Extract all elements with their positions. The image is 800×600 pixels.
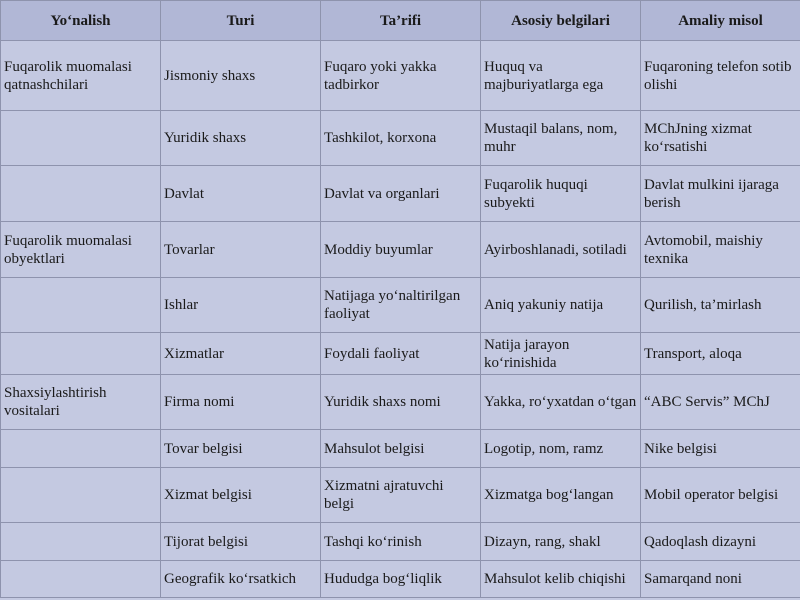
cell-example: Fuqaroning telefon sotib olishi	[641, 41, 800, 111]
cell-definition: Moddiy buyumlar	[321, 222, 481, 278]
cell-definition: Mahsulot belgisi	[321, 430, 481, 468]
cell-example: Transport, aloqa	[641, 333, 800, 375]
cell-features: Natija jarayon ko‘rinishida	[481, 333, 641, 375]
cell-example: Nike belgisi	[641, 430, 800, 468]
table-row	[1, 333, 800, 375]
cell-definition: Yuridik shaxs nomi	[321, 375, 481, 430]
cell-direction	[1, 111, 161, 166]
header-type: Turi	[161, 1, 321, 41]
cell-type: Xizmat belgisi	[161, 468, 321, 523]
header-practical-example: Amaliy misol	[641, 1, 800, 41]
cell-type: Geografik ko‘rsatkich	[161, 561, 321, 598]
cell-direction	[1, 430, 161, 468]
table-row	[1, 561, 800, 598]
cell-type: Firma nomi	[161, 375, 321, 430]
cell-features: Huquq va majburiyatlarga ega	[481, 41, 641, 111]
cell-definition: Natijaga yo‘naltirilgan faoliyat	[321, 278, 481, 333]
cell-features: Aniq yakuniy natija	[481, 278, 641, 333]
table-row	[1, 222, 800, 278]
header-row	[1, 1, 800, 41]
cell-definition: Hududga bog‘liqlik	[321, 561, 481, 598]
cell-type: Xizmatlar	[161, 333, 321, 375]
table-row	[1, 166, 800, 222]
cell-features: Ayirboshlanadi, sotiladi	[481, 222, 641, 278]
cell-definition: Fuqaro yoki yakka tadbirkor	[321, 41, 481, 111]
cell-type: Yuridik shaxs	[161, 111, 321, 166]
cell-features: Yakka, ro‘yxatdan o‘tgan	[481, 375, 641, 430]
cell-direction	[1, 468, 161, 523]
header-definition: Ta’rifi	[321, 1, 481, 41]
table-row	[1, 523, 800, 561]
table-row	[1, 278, 800, 333]
cell-direction	[1, 333, 161, 375]
cell-definition: Tashkilot, korxona	[321, 111, 481, 166]
cell-definition: Tashqi ko‘rinish	[321, 523, 481, 561]
cell-definition: Davlat va organlari	[321, 166, 481, 222]
cell-example: Mobil operator belgisi	[641, 468, 800, 523]
table-row	[1, 430, 800, 468]
cell-example: Qadoqlash dizayni	[641, 523, 800, 561]
cell-definition: Foydali faoliyat	[321, 333, 481, 375]
cell-features: Mustaqil balans, nom, muhr	[481, 111, 641, 166]
cell-example: Qurilish, ta’mirlash	[641, 278, 800, 333]
table-row	[1, 375, 800, 430]
cell-type: Jismoniy shaxs	[161, 41, 321, 111]
cell-features: Logotip, nom, ramz	[481, 430, 641, 468]
table-row	[1, 41, 800, 111]
cell-example: Samarqand noni	[641, 561, 800, 598]
cell-type: Tovar belgisi	[161, 430, 321, 468]
table-row	[1, 111, 800, 166]
cell-direction	[1, 561, 161, 598]
cell-features: Xizmatga bog‘langan	[481, 468, 641, 523]
cell-example: “ABC Servis” MChJ	[641, 375, 800, 430]
cell-direction	[1, 523, 161, 561]
cell-features: Dizayn, rang, shakl	[481, 523, 641, 561]
cell-direction	[1, 166, 161, 222]
cell-features: Fuqarolik huquqi subyekti	[481, 166, 641, 222]
cell-type: Davlat	[161, 166, 321, 222]
cell-type: Tovarlar	[161, 222, 321, 278]
cell-direction	[1, 278, 161, 333]
cell-type: Tijorat belgisi	[161, 523, 321, 561]
cell-example: Davlat mulkini ijaraga berish	[641, 166, 800, 222]
cell-type: Ishlar	[161, 278, 321, 333]
cell-example: MChJning xizmat ko‘rsatishi	[641, 111, 800, 166]
cell-example: Avtomobil, maishiy texnika	[641, 222, 800, 278]
header-main-features: Asosiy belgilari	[481, 1, 641, 41]
table-row	[1, 468, 800, 523]
cell-definition: Xizmatni ajratuvchi belgi	[321, 468, 481, 523]
cell-features: Mahsulot kelib chiqishi	[481, 561, 641, 598]
cell-direction: Shaxsiylashtirish vositalari	[1, 375, 161, 430]
cell-direction: Fuqarolik muomalasi obyektlari	[1, 222, 161, 278]
cell-direction: Fuqarolik muomalasi qatnashchilari	[1, 41, 161, 111]
header-direction: Yo‘nalish	[1, 1, 161, 41]
